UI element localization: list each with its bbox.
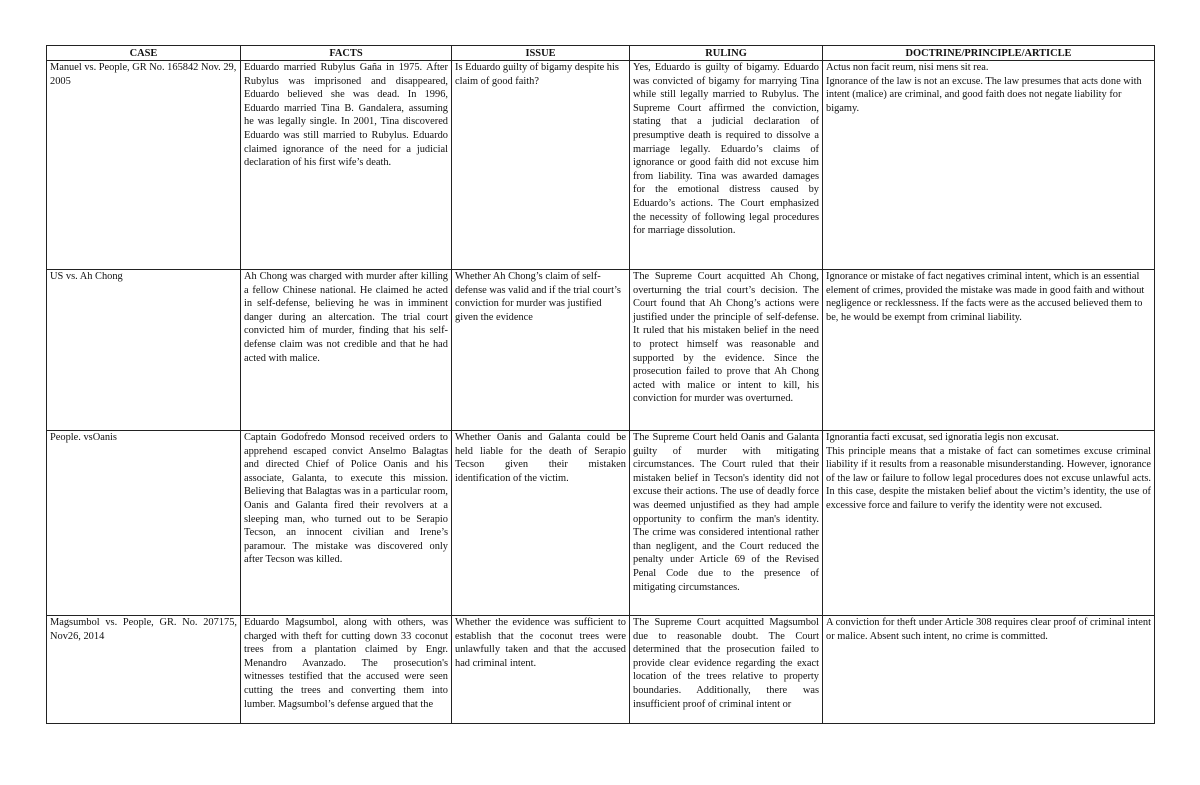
table-header-row <box>47 46 1155 61</box>
facts-cell: Eduardo Magsumbol, along with others, was charged with theft for cutting down 33 coconut trees from a plantation claimed by Engr. Menandro Avanzado. The prosecution's witnesses testified that the accused were seen cutting the trees and converting them into lumber. Magsumbol’s defense argued that the <box>241 616 452 724</box>
ruling-cell: The Supreme Court acquitted Magsumbol due to reasonable doubt. The Court determined that the prosecution failed to provide clear evidence regarding the exact location of the trees relative to property boundaries. Additionally, there was insufficient proof of criminal intent or <box>630 616 823 724</box>
table-row <box>47 61 1155 270</box>
issue-cell: Whether the evidence was sufficient to establish that the coconut trees were unlawfully taken and that the accused had criminal intent. <box>452 616 630 724</box>
case-cell: People. vsOanis <box>47 431 241 616</box>
header-issue: ISSUE <box>452 46 630 61</box>
ruling-cell: Yes, Eduardo is guilty of bigamy. Eduardo was convicted of bigamy for marrying Tina while still legally married to Rubylus. The Supreme Court affirmed the conviction, stating that a judicial declaration of presumptive death is required to dissolve a marriage legally. Eduardo’s claims of ignorance or good faith did not excuse him from liability. Tina was awarded damages for the emotional distress caused by Eduardo’s actions. The Court emphasized the necessity of following legal procedures for marriage dissolution. <box>630 61 823 270</box>
doctrine-cell: Ignorance or mistake of fact negatives criminal intent, which is an essential element of crimes, provided the mistake was made in good faith and without negligence or recklessness. If the facts were as the accused believed them to be, he would be exempt from criminal liability. <box>823 270 1155 431</box>
table-row <box>47 616 1155 724</box>
facts-cell: Ah Chong was charged with murder after killing a fellow Chinese national. He claimed he acted in self-defense, believing he was in imminent danger during an altercation. The trial court convicted him of murder, finding that his self-defense claim was not credible and that he had acted with malice. <box>241 270 452 431</box>
doctrine-cell: Ignorantia facti excusat, sed ignoratia legis non excusat. This principle means that a mistake of fact can sometimes excuse criminal liability if it results from a reasonable misunderstanding. However, ignorance of the law or failure to follow legal procedures does not excuse unlawful acts. In this case, despite the mistaken belief about the victim’s identity, the use of excessive force and failure to verify the identity were not excused. <box>823 431 1155 616</box>
issue-cell: Whether Ah Chong’s claim of self-defense was valid and if the trial court’s conviction for murder was justified given the evidence <box>452 270 630 431</box>
ruling-cell: The Supreme Court acquitted Ah Chong, overturning the trial court’s decision. The Court found that Ah Chong’s actions were justified under the principle of self-defense. It ruled that his mistaken belief in the need to protect himself was reasonable and supported by the evidence. Since the prosecution failed to prove that Ah Chong acted with malice or intent to kill, his conviction for murder was overturned. <box>630 270 823 431</box>
facts-cell: Captain Godofredo Monsod received orders to apprehend escaped convict Anselmo Balagtas and directed Chief of Police Oanis and his associate, Galanta, to execute this mission. Believing that Balagtas was in a particular room, Oanis and Galanta fired their revolvers at a sleeping man, who turned out to be Serapio Tecson, an innocent civilian and Irene’s paramour. The mistake was discovered only after Tecson was killed. <box>241 431 452 616</box>
case-cell: US vs. Ah Chong <box>47 270 241 431</box>
issue-cell: Whether Oanis and Galanta could be held liable for the death of Serapio Tecson given their mistaken identification of the victim. <box>452 431 630 616</box>
case-digest-table <box>46 45 1155 724</box>
facts-cell: Eduardo married Rubylus Gaña in 1975. After Rubylus was imprisoned and disappeared, Eduardo believed she was dead. In 1996, Eduardo married Tina B. Gandalera, assuming he was legally single. In 2001, Tina discovered Eduardo was still married to Rubylus. Eduardo claimed ignorance of the need for a judicial declaration of his first wife’s death. <box>241 61 452 270</box>
doctrine-cell: Actus non facit reum, nisi mens sit rea. Ignorance of the law is not an excuse. The law presumes that acts done with intent (malice) are criminal, and good faith does not negate liability for bigamy. <box>823 61 1155 270</box>
case-cell: Magsumbol vs. People, GR. No. 207175, Nov26, 2014 <box>47 616 241 724</box>
header-doctrine: DOCTRINE/PRINCIPLE/ARTICLE <box>823 46 1155 61</box>
table-row <box>47 431 1155 616</box>
case-cell: Manuel vs. People, GR No. 165842 Nov. 29, 2005 <box>47 61 241 270</box>
table-row <box>47 270 1155 431</box>
header-ruling: RULING <box>630 46 823 61</box>
header-case: CASE <box>47 46 241 61</box>
issue-cell: Is Eduardo guilty of bigamy despite his claim of good faith? <box>452 61 630 270</box>
doctrine-cell: A conviction for theft under Article 308 requires clear proof of criminal intent or malice. Absent such intent, no crime is committed. <box>823 616 1155 724</box>
header-facts: FACTS <box>241 46 452 61</box>
ruling-cell: The Supreme Court held Oanis and Galanta guilty of murder with mitigating circumstances. The Court ruled that their mistaken belief in Tecson's identity did not excuse their actions. The use of deadly force was deemed unjustified as they had ample opportunity to confirm the man's identity. The crime was considered intentional rather than negligent, and the Court reduced the penalty under Article 69 of the Revised Penal Code due to the presence of mitigating circumstances. <box>630 431 823 616</box>
